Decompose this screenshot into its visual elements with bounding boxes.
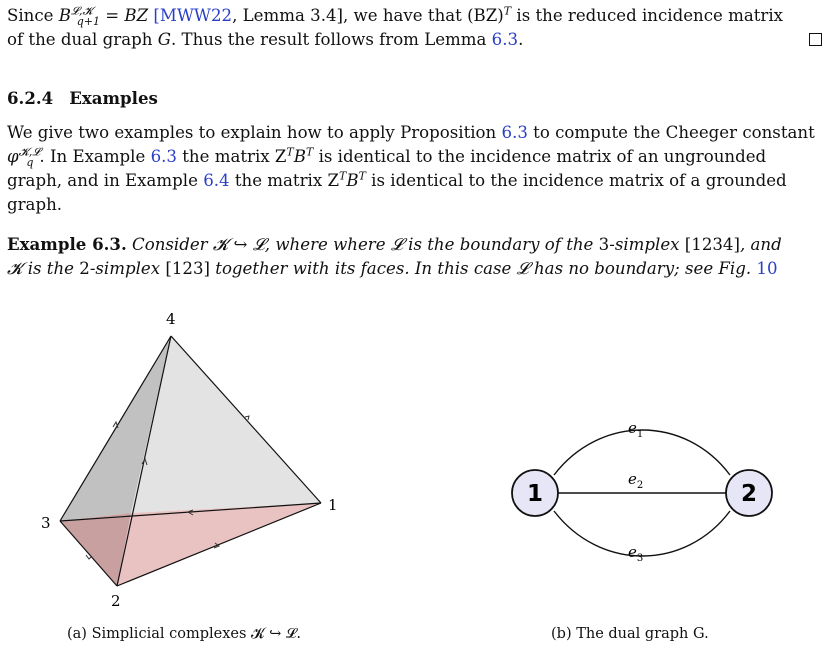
- section-heading: 6.2.4 Examples: [7, 88, 158, 108]
- edge-label-e3: $e_3$: [628, 543, 644, 564]
- vertex-label-4: 4: [166, 310, 176, 328]
- vertex-label-3: 3: [41, 514, 51, 532]
- examples-paragraph-line-3: graph, and in Example 6.4 the matrix $Z^TB^T$ is identical to the incidence matrix of a grounded: [7, 169, 787, 190]
- caption-a: (a) Simplicial complexes 𝓚 ↪ 𝓛.: [67, 626, 301, 642]
- tetrahedron-figure: [0, 300, 400, 620]
- lemma-link[interactable]: 6.3: [491, 30, 519, 49]
- graph-node-2-label: 2: [740, 481, 758, 507]
- qed-square: [809, 33, 822, 46]
- edge-e3: [554, 511, 730, 556]
- citation-link[interactable]: [MWW22: [153, 6, 233, 25]
- examples-paragraph-line-2: $\varphi^{𝓚,𝓛}_q$ . In Example 6.3 the matrix $Z^TB^T$ is identical to the incidence matrix of an ungrounded: [7, 145, 767, 170]
- examples-paragraph-line-1: We give two examples to explain how to apply Proposition 6.3 to compute the Cheeger constant: [7, 123, 815, 142]
- arrow-34: [113, 422, 118, 428]
- dual-graph-figure: [480, 400, 800, 580]
- vertex-label-2: 2: [111, 592, 121, 610]
- example-63-link[interactable]: 6.3: [150, 147, 177, 166]
- vertex-label-1: 1: [328, 496, 338, 514]
- figure-10-link[interactable]: 10: [756, 259, 778, 278]
- graph-node-1-label: 1: [526, 481, 544, 507]
- examples-paragraph-line-4: graph.: [7, 195, 63, 214]
- edge-label-e1: $e_1$: [628, 419, 644, 440]
- edge-label-e2: $e_2$: [628, 470, 644, 491]
- proposition-link[interactable]: 6.3: [501, 123, 528, 142]
- caption-b: (b) The dual graph G.: [551, 626, 709, 642]
- example-63-line-2: 𝓚 is the 2-simplex [123] together with its faces. In this case 𝓛 has no boundary; see Fig. 10: [7, 259, 778, 278]
- intro-line-1: Since $B^{𝓛,𝓚}_{q+1}$ = BZ [MWW22, Lemma 3.4], we have that (BZ)$^T$ is the reduced incidence matrix: [7, 4, 784, 29]
- intro-line-2: of the dual graph G. Thus the result follows from Lemma 6.3.: [7, 30, 524, 49]
- example-63-line-1: Example 6.3. Consider 𝓚 ↪ 𝓛, where where 𝓛 is the boundary of the 3-simplex [1234], and: [7, 234, 782, 254]
- example-64-link[interactable]: 6.4: [203, 171, 230, 190]
